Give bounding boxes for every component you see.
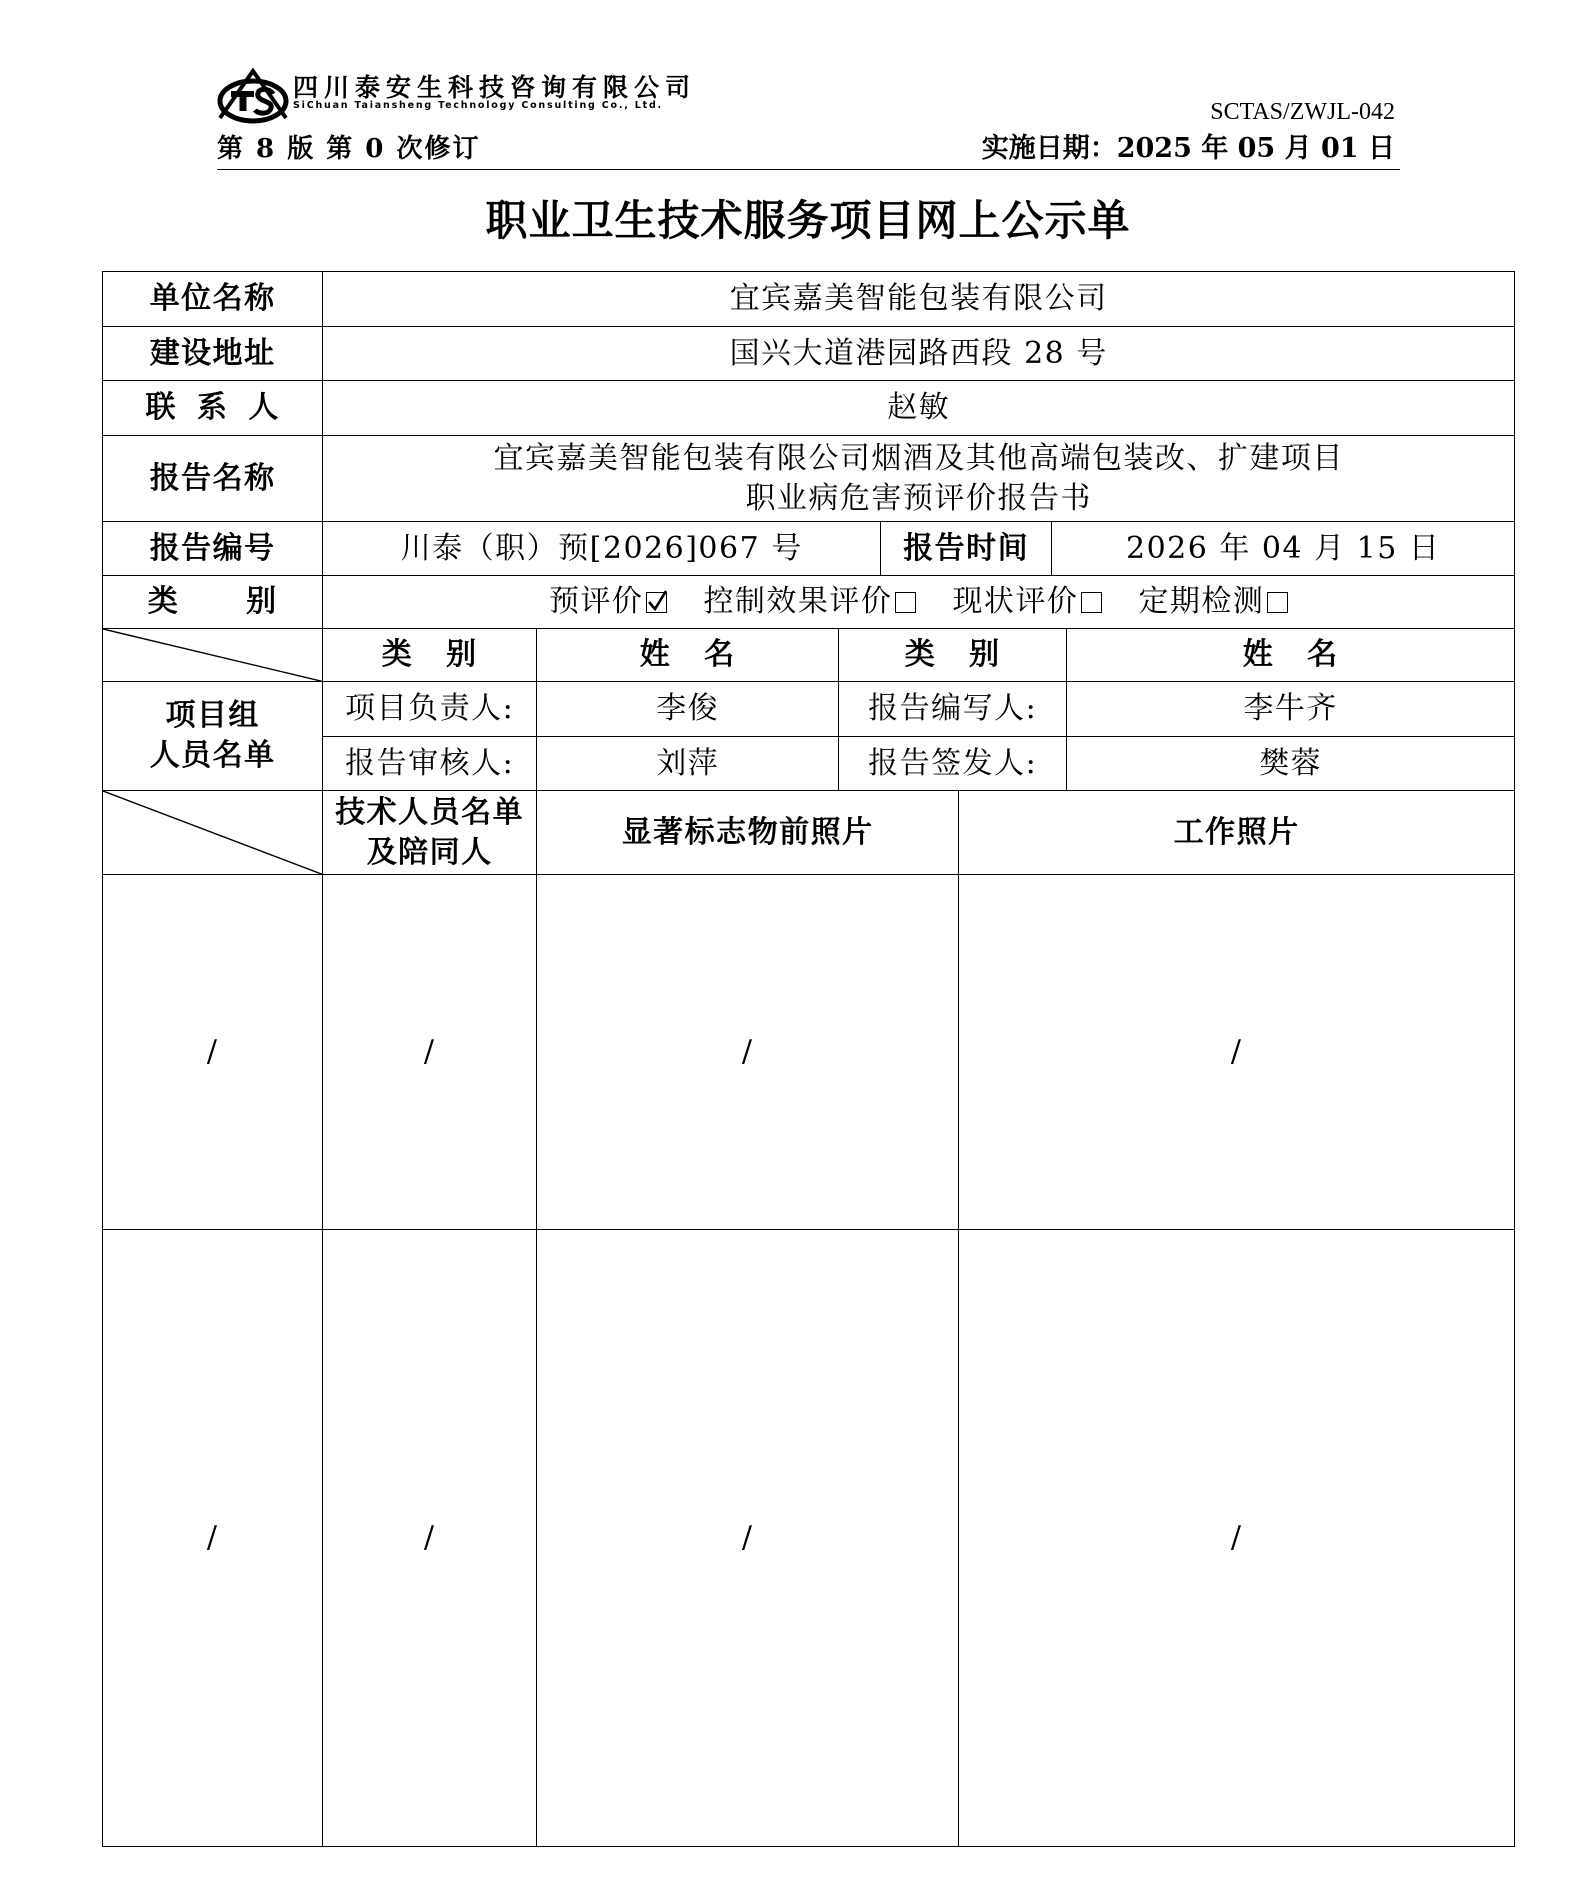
company-name: 四川泰安生科技咨询有限公司	[293, 73, 697, 102]
contact-label: 联 系 人	[102, 380, 323, 436]
report-name-value	[322, 435, 1515, 522]
report-name-label: 报告名称	[102, 435, 323, 522]
page-title: 职业卫生技术服务项目网上公示单	[485, 196, 1131, 245]
team-label-line-1: 项目组	[165, 698, 260, 734]
effective-date: 实施日期：2025 年 05 月 01 日	[981, 133, 1395, 164]
report-number-value: 川泰（职）预[2026]067 号	[322, 521, 881, 576]
staff-list-header-line-2: 及陪同人	[366, 834, 493, 870]
pre-evaluation-checkbox[interactable]	[646, 592, 667, 613]
report-number-label: 报告编号	[102, 521, 323, 576]
notice-form-table	[102, 271, 1516, 1848]
category-option-label: 控制效果评价	[703, 584, 893, 620]
team-header-role-2: 类 别	[838, 628, 1067, 682]
work-photo-header: 工作照片	[958, 790, 1515, 875]
report-time-label: 报告时间	[880, 521, 1052, 576]
company-logo-icon	[215, 66, 290, 124]
photo-row-2-index: /	[102, 1229, 323, 1847]
unit-name-value: 宜宾嘉美智能包装有限公司	[322, 271, 1515, 327]
photo-row-2-staff: /	[322, 1229, 537, 1847]
photo-row-1-work: /	[958, 874, 1515, 1230]
photo-row-2-landmark: /	[536, 1229, 959, 1847]
landmark-photo-header: 显著标志物前照片	[536, 790, 959, 875]
diagonal-line	[103, 629, 322, 681]
team-label	[102, 681, 323, 791]
team-header-name-2: 姓 名	[1066, 628, 1515, 682]
team-label-line-2: 人员名单	[149, 738, 276, 774]
photo-row-2-work: /	[958, 1229, 1515, 1847]
address-label: 建设地址	[102, 326, 323, 381]
company-logo	[215, 66, 290, 124]
category-option-label: 定期检测	[1138, 584, 1265, 620]
team-header-name-1: 姓 名	[536, 628, 839, 682]
photo-row-1-staff: /	[322, 874, 537, 1230]
team-role-report-writer: 报告编写人:	[838, 681, 1067, 737]
category-option-periodic-testing[interactable]	[1138, 582, 1288, 622]
team-name-report-writer: 李牛齐	[1066, 681, 1515, 737]
staff-list-header	[322, 790, 537, 875]
unit-name-label: 单位名称	[102, 271, 323, 327]
control-effect-checkbox[interactable]	[895, 592, 916, 613]
diagonal-line	[103, 791, 322, 874]
team-header-role-1: 类 别	[322, 628, 537, 682]
document-code: SCTAS/ZWJL-042	[1210, 99, 1395, 125]
periodic-testing-checkbox[interactable]	[1267, 592, 1288, 613]
diagonal-header-cell	[102, 790, 323, 875]
photo-row-1-landmark: /	[536, 874, 959, 1230]
header-divider	[217, 169, 1400, 170]
report-time-value: 2026 年 04 月 15 日	[1051, 521, 1515, 576]
revision-info: 第 8 版 第 0 次修订	[217, 134, 481, 164]
category-option-control-effect[interactable]	[703, 582, 916, 622]
address-value: 国兴大道港园路西段 28 号	[322, 326, 1515, 381]
category-option-pre-evaluation[interactable]	[549, 582, 668, 622]
diagonal-header-cell	[102, 628, 323, 682]
photo-row-1-index: /	[102, 874, 323, 1230]
category-label: 类 别	[102, 575, 323, 629]
category-options	[322, 575, 1515, 629]
team-role-report-issuer: 报告签发人:	[838, 736, 1067, 791]
check-mark-icon	[646, 589, 668, 613]
company-name-en: SiChuan Taiansheng Technology Consulting Co., Ltd.	[293, 100, 663, 111]
contact-value: 赵敏	[322, 380, 1515, 436]
team-name-report-reviewer: 刘萍	[536, 736, 839, 791]
category-option-label: 预评价	[548, 584, 644, 620]
category-option-status-evaluation[interactable]	[952, 582, 1102, 622]
report-name-line-2: 职业病危害预评价报告书	[745, 480, 1092, 516]
team-role-project-leader: 项目负责人:	[322, 681, 537, 737]
team-name-report-issuer: 樊蓉	[1066, 736, 1515, 791]
staff-list-header-line-1: 技术人员名单	[335, 794, 525, 830]
status-evaluation-checkbox[interactable]	[1081, 592, 1102, 613]
category-option-label: 现状评价	[952, 584, 1079, 620]
team-role-report-reviewer: 报告审核人:	[322, 736, 537, 791]
report-name-line-1: 宜宾嘉美智能包装有限公司烟酒及其他高端包装改、扩建项目	[493, 440, 1344, 476]
team-name-project-leader: 李俊	[536, 681, 839, 737]
